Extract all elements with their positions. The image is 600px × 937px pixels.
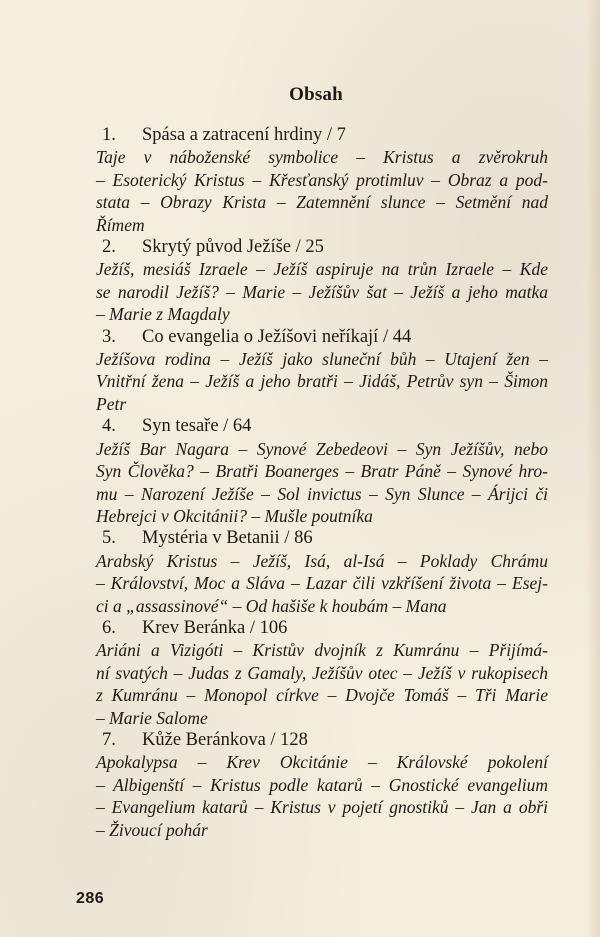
description-line: Syn Člověka? – Bratři Boanerges – Bratr Páně – Synové hro- xyxy=(96,461,548,482)
description-line: Hebrejci v Okcitánii? – Mušle poutníka xyxy=(96,505,373,526)
description-line: se narodil Ježíš? – Marie – Ježíšův šat – Ježíš a jeho matka xyxy=(96,281,548,302)
chapter-title: Kůže Beránkova / 128 xyxy=(142,729,308,750)
description-line: Taje v náboženské symbolice – Kristus a zvěrokruh xyxy=(96,147,548,168)
description-line: Petr xyxy=(96,393,127,414)
toc-chapter-5 xyxy=(96,527,548,617)
chapter-heading xyxy=(96,124,548,146)
chapter-heading xyxy=(96,236,548,258)
toc-chapter-2 xyxy=(96,236,548,326)
chapter-number: 1. xyxy=(102,125,116,145)
chapter-description xyxy=(96,146,548,236)
chapter-title: Co evangelia o Ježíšovi neříkají / 44 xyxy=(142,326,412,347)
description-line: Ježíšova rodina – Ježíš jako sluneční bůh – Utajení žen – xyxy=(96,349,548,370)
description-line: Vnitřní žena – Ježíš a jeho bratři – Jidáš, Petrův syn – Šimon xyxy=(96,371,548,392)
chapter-heading xyxy=(96,729,548,751)
chapter-heading xyxy=(96,617,548,639)
description-line: Arabský Kristus – Ježíš, Isá, al-Isá – Poklady Chrámu xyxy=(96,550,548,571)
description-line: mu – Narození Ježíše – Sol invictus – Syn Slunce – Árijci či xyxy=(96,483,548,504)
toc-chapter-7 xyxy=(96,729,548,841)
description-line: – Esoterický Kristus – Křesťanský protimluv – Obraz a pod- xyxy=(96,169,548,190)
description-line: z Kumránu – Monopol církve – Dvojče Tomáš – Tři Marie xyxy=(96,685,548,706)
chapter-heading xyxy=(96,527,548,549)
chapter-description xyxy=(96,550,548,617)
chapter-description xyxy=(96,751,548,841)
description-line: ní svatých – Judas z Gamaly, Ježíšův otec – Ježíš v rukopisech xyxy=(96,662,548,683)
description-line: – Marie Salome xyxy=(96,707,208,728)
chapter-heading xyxy=(96,415,548,437)
chapter-number: 7. xyxy=(102,729,116,750)
description-line: Apokalypsa – Krev Okcitánie – Královské pokolení xyxy=(96,752,548,773)
page-title: Obsah xyxy=(289,84,343,105)
toc-chapter-6 xyxy=(96,617,548,729)
toc-chapter-3 xyxy=(96,326,548,416)
chapter-title: Syn tesaře / 64 xyxy=(142,416,252,437)
chapter-description xyxy=(96,348,548,415)
chapter-title: Spása a zatracení hrdiny / 7 xyxy=(142,125,346,145)
chapter-number: 5. xyxy=(102,528,116,549)
chapter-description xyxy=(96,438,548,528)
page-edge-shadow xyxy=(586,0,600,937)
chapter-heading xyxy=(96,326,548,348)
description-line: ci a „assassinové“ – Od hašiše k houbám – Mana xyxy=(96,595,447,616)
description-line: – Albigenští – Kristus podle katarů – Gnostické evangelium xyxy=(96,774,548,795)
table-of-contents xyxy=(96,124,548,841)
description-line: – Marie z Magdaly xyxy=(96,304,230,325)
chapter-number: 6. xyxy=(102,617,116,638)
chapter-number: 3. xyxy=(102,326,116,347)
description-line: – Evangelium katarů – Kristus v pojetí gnostiků – Jan a obři xyxy=(96,797,548,818)
chapter-title: Krev Beránka / 106 xyxy=(142,617,288,638)
chapter-description xyxy=(96,258,548,325)
description-line: stata – Obrazy Krista – Zatemnění slunce – Setmění nad xyxy=(96,192,548,213)
toc-chapter-1 xyxy=(96,124,548,236)
page-number: 286 xyxy=(76,890,105,907)
description-line: Ježíš Bar Nagara – Synové Zebedeovi – Syn Ježíšův, nebo xyxy=(96,438,548,459)
description-line: – Království, Moc a Sláva – Lazar čili vzkříšení života – Esej- xyxy=(96,573,548,594)
chapter-number: 2. xyxy=(102,237,116,258)
description-line: – Živoucí pohár xyxy=(96,819,208,840)
description-line: Ariáni a Vizigóti – Kristův dvojník z Kumránu – Přijímá- xyxy=(96,640,548,661)
chapter-number: 4. xyxy=(102,416,116,437)
description-line: Římem xyxy=(96,214,145,235)
description-line: Ježíš, mesiáš Izraele – Ježíš aspiruje na trůn Izraele – Kde xyxy=(96,259,548,280)
toc-chapter-4 xyxy=(96,415,548,527)
chapter-title: Mystéria v Betanii / 86 xyxy=(142,528,313,549)
chapter-title: Skrytý původ Ježíše / 25 xyxy=(142,237,324,258)
chapter-description xyxy=(96,639,548,729)
